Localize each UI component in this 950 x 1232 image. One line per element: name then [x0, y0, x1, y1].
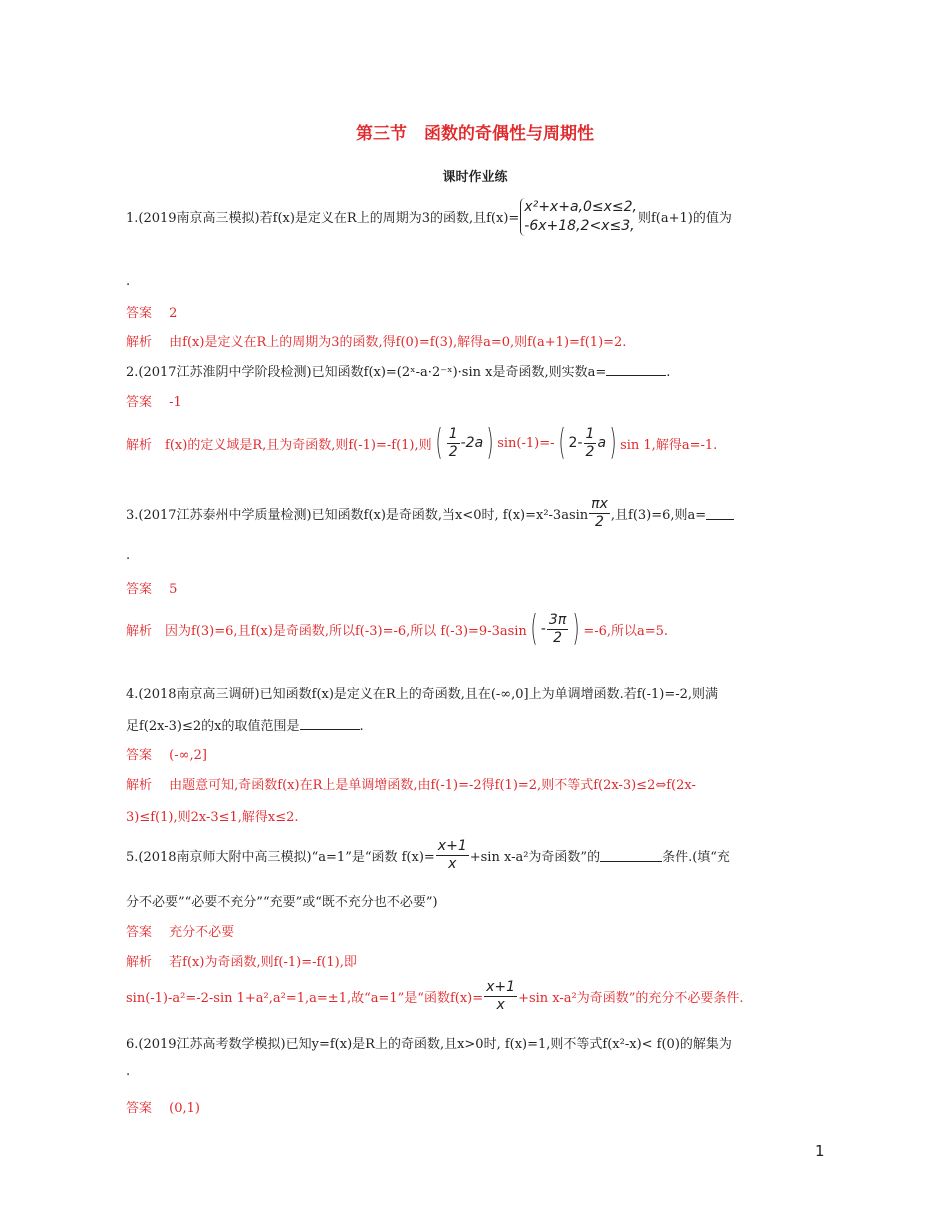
fraction-half: $\frac{1}{2}$ [448, 426, 458, 460]
question-4-analysis-2: 3)≤f(1),则2x-3≤1,解得x≤2. [126, 810, 299, 825]
question-5-text-b: +sin x-a²为奇函数”的 [469, 849, 601, 865]
question-5-analysis-2: sin(-1)-a²=-2-sin 1+a²,a²=1,a=±1,故“a=1”是“函数f(x)= $\frac{x+1}{x}$ +sin x-a²为奇函数”的充分不必要条件. [126, 979, 744, 1013]
answer-blank [600, 849, 662, 862]
question-3-text-b: ,且f(3)=6,则a= [610, 507, 707, 523]
question-1-answer [126, 302, 177, 321]
answer-blank [706, 507, 734, 520]
analysis-text-b: sin(-1)=- [497, 435, 555, 451]
question-5-analysis-1 [126, 951, 357, 970]
question-5-answer [126, 921, 234, 940]
question-2-analysis: 解析 f(x)的定义域是R,且为奇函数,则f(-1)=-f(1),则 ( $\frac{1}{2}$ -2a ) sin(-1)=- ( 2- $\frac{1}{2}$ a ) sin 1,解得a=-1. [126, 422, 718, 463]
answer-value: 5 [169, 582, 178, 597]
question-3-text-a: 3.(2017江苏泰州中学质量检测)已知函数f(x)是奇函数,当x<0时, f(x)=x²-3asin [126, 507, 589, 523]
analysis-label: 解析 [126, 437, 153, 453]
case-1: x²+x+a,0≤x≤2, [524, 199, 637, 215]
question-5-text-c: 条件.(填“充 [662, 849, 730, 865]
question-1-tail: . [126, 274, 131, 289]
question-4-answer [126, 744, 207, 763]
question-2-text: 2.(2017江苏淮阴中学阶段检测)已知函数f(x)=(2ˣ-a·2⁻ˣ)·sin x是奇函数,则实数a= [126, 365, 607, 380]
answer-value: (-∞,2] [169, 748, 207, 763]
question-2-answer [126, 391, 182, 410]
analysis-text-a: 因为f(3)=6,且f(x)是奇函数,所以f(-3)=-6,所以 f(-3)=9-3asin [165, 623, 527, 639]
question-3 [126, 494, 734, 532]
question-1 [126, 198, 732, 236]
analysis-label: 解析 [126, 623, 153, 639]
fraction-3pi: $\frac{3\pi}{2}$ [548, 612, 567, 646]
analysis-text: 由f(x)是定义在R上的周期为3的函数,得f(0)=f(3),解得a=0,则f(a+1)=f(1)=2. [169, 335, 627, 350]
answer-blank [606, 363, 666, 376]
answer-value: -1 [169, 395, 182, 410]
analysis-text: 若f(x)为奇函数,则f(-1)=-f(1),即 [169, 955, 357, 970]
analysis-text-a: f(x)的定义域是R,且为奇函数,则f(-1)=-f(1),则 [165, 437, 432, 453]
answer-label: 答案 [126, 306, 153, 321]
page-number: 1 [815, 1142, 825, 1160]
question-1-text-b: 则f(a+1)的值为 [637, 211, 732, 227]
question-4-analysis-1 [126, 774, 696, 793]
answer-label: 答案 [126, 925, 153, 940]
question-5-text-a: 5.(2018南京师大附中高三模拟)“a=1”是“函数 f(x)= [126, 849, 435, 865]
fraction-x-plus-1-b: $\frac{x+1}{x}$ [486, 979, 516, 1013]
answer-blank [300, 717, 360, 730]
answer-value: 2 [169, 306, 178, 321]
question-4-line-1: 4.(2018南京高三调研)已知函数f(x)是定义在R上的奇函数,且在(-∞,0]上为单调增函数.若f(-1)=-2,则满 [126, 687, 719, 702]
fraction-x-plus-1: $\frac{x+1}{x}$ [437, 838, 467, 872]
case-2: -6x+18,2<x≤3, [524, 217, 635, 234]
fraction-half-2: $\frac{1}{2}$ [585, 426, 595, 460]
question-6-answer [126, 1097, 200, 1116]
page-subtitle: 课时作业练 [442, 170, 508, 185]
question-6-text: 6.(2019江苏高考数学模拟)已知y=f(x)是R上的奇函数,且x>0时, f(x)=1,则不等式f(x²-x)< f(0)的解集为 [126, 1037, 732, 1052]
question-4-line-2: 足f(2x-3)≤2的x的取值范围是 . [126, 719, 364, 734]
question-3-tail: . [126, 548, 131, 563]
analysis-label: 解析 [126, 778, 153, 793]
answer-value: (0,1) [169, 1101, 200, 1116]
question-5-line-2: 分不必要”“必要不充分”“充要”或“既不充分也不必要”) [126, 895, 438, 910]
question-1-analysis [126, 331, 626, 350]
question-2 [126, 361, 670, 380]
analysis-text-c: sin 1,解得a=-1. [620, 437, 718, 453]
answer-label: 答案 [126, 582, 153, 597]
analysis-label: 解析 [126, 955, 153, 970]
answer-label: 答案 [126, 1101, 153, 1116]
question-3-analysis: 解析 因为f(3)=6,且f(x)是奇函数,所以f(-3)=-6,所以 f(-3)=9-3asin ( - $\frac{3\pi}{2}$ ) =-6,所以a=5. [126, 608, 669, 649]
fraction-pi-x: $\frac{\pi x}{2}$ [591, 496, 608, 530]
question-5 [126, 835, 730, 875]
piecewise-brace [520, 198, 637, 236]
question-6-tail: . [126, 1064, 131, 1079]
answer-label: 答案 [126, 395, 153, 410]
analysis-text: 由题意可知,奇函数f(x)在R上是单调增函数,由f(-1)=-2得f(1)=2,则不等式f(2x-3)≤2⇔f(2x- [169, 778, 696, 793]
page-title: 第三节 函数的奇偶性与周期性 [356, 124, 594, 144]
question-1-text-a: 1.(2019南京高三模拟)若f(x)是定义在R上的周期为3的函数,且f(x)= [126, 211, 520, 227]
question-3-answer [126, 578, 177, 597]
analysis-text-b: =-6,所以a=5. [583, 623, 669, 639]
answer-value: 充分不必要 [169, 925, 235, 940]
analysis-label: 解析 [126, 335, 153, 350]
answer-label: 答案 [126, 748, 153, 763]
question-2-tail: . [666, 365, 671, 380]
